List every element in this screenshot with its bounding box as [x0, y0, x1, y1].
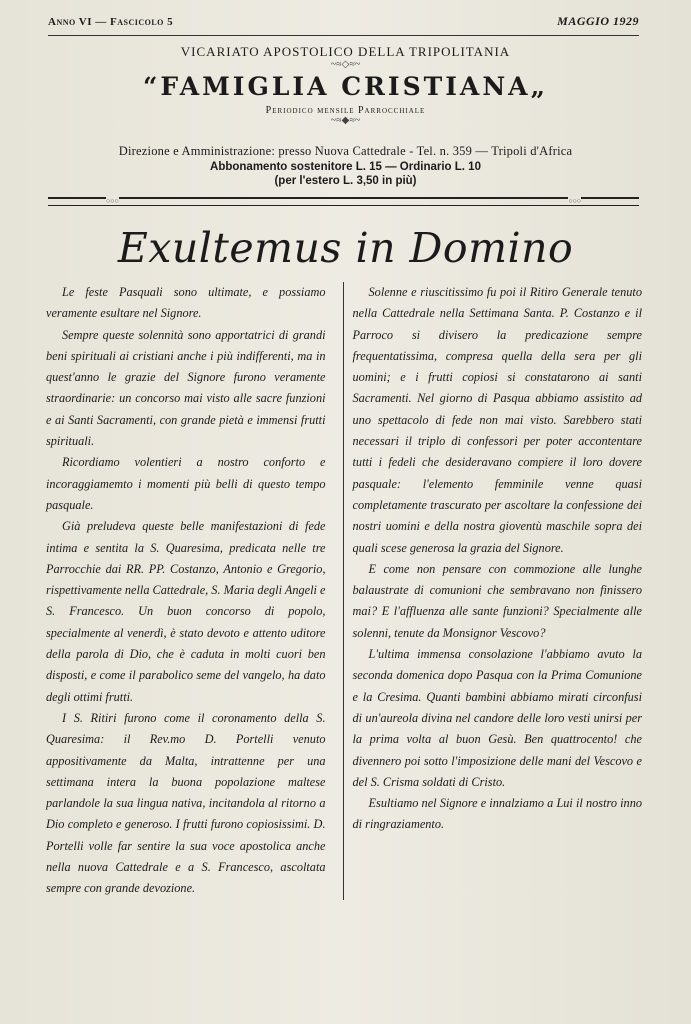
rule-ornament-icon: ○○○ — [106, 197, 119, 205]
administration-line: Direzione e Amministrazione: presso Nuova Cattedrale - Tel. n. 359 — Tripoli d'Africa — [118, 144, 573, 158]
article-columns — [46, 282, 642, 900]
column-divider — [343, 282, 344, 900]
foreign-subscription-line: (per l'estero L. 3,50 in più) — [274, 175, 417, 187]
rule-ornament-icon: ○○○ — [568, 197, 581, 205]
paragraph: Sempre queste solennità sono apportatrici di grandi beni spirituali ai cristiani anche i più indifferenti, ma in quest'anno le grazie del Signore furono veramente straordinarie: un concorso mai visto alle sacre funzioni e ai Santi Sacramenti, con grande pietà e immensi frutti spirituali. — [46, 327, 326, 449]
issue-number: Anno VI — Fascicolo 5 — [48, 16, 174, 28]
paragraph: Ricordiamo volentieri a nostro conforto e incoraggiamemto i momenti più belli di questo tempo pasquale. — [46, 455, 326, 512]
right-column — [353, 282, 642, 900]
paragraph: E come non pensare con commozione alle lunghe balaustrate di comunioni che sembravano non finissero mai? E l'affluenza alle sante funzioni? Specialmente alle solenni, tenute da Monsignor Vescovo? — [352, 561, 642, 640]
publication-title: “FAMIGLIA CRISTIANA„ — [143, 72, 548, 101]
masthead — [0, 44, 691, 126]
double-rule — [48, 197, 639, 206]
paragraph: Solenne e riuscitissimo fu poi il Ritiro Generale tenuto nella Cattedrale nella Settimana Santa. P. Costanzo e il Parroco si divisero la predicazione sempre frequentatissima, compresa quella della sera per gli uomini; e i frutti copiosi si constatarono ai santi Sacramenti. Nel giorno di Pasqua abbiamo assistito ad uno spettacolo di fede non mai visto. Sarebbero stati necessari il triplo di confessori per poter accontentare tutti i fedeli che desideravano compiere il loro dovere pasquale: l'elemento femminile venne quasi completamente trascurato per ascoltare la confessione dei nostri uomini e della nostra gioventù maschile sopra dei quali scese generosa la grazia del Signore. — [352, 285, 642, 555]
issue-line — [0, 14, 691, 29]
article-title: Exultemus in Domino — [117, 224, 574, 272]
top-rule — [48, 35, 639, 36]
subscription-line: Abbonamento sostenitore L. 15 — Ordinario L. 10 — [210, 161, 481, 173]
ornament-icon: ~≈◆≈~ — [330, 115, 361, 126]
left-column — [46, 282, 326, 900]
paragraph: Esultiamo nel Signore e innalziamo a Lui il nostro inno di ringraziamento. — [352, 796, 642, 832]
ornament-icon: ~≈◇≈~ — [330, 59, 361, 70]
vicariato-line: VICARIATO APOSTOLICO DELLA TRIPOLITANIA — [180, 44, 511, 59]
paragraph: I S. Ritiri furono come il coronamento della S. Quaresima: il Rev.mo D. Portelli venuto appositivamente da Malta, intrattenne per una settimana intera la buona popolazione maltese parlandole la sua lingua nativa, incitandola al ritorno a Dio completo e generoso. I frutti furono copiosissimi. D. Portelli volle far sentire la sua voce apostolica anche nella nuova Cattedrale e a S. Francesco, ascoltata sempre con grande devozione. — [46, 710, 326, 896]
issue-date: MAGGIO 1929 — [557, 14, 639, 28]
paragraph: L'ultima immensa consolazione l'abbiamo avuto la seconda domenica dopo Pasqua con la Prima Comunione e la Cresima. Quanti bambini abbiamo mirati circonfusi di un'aureola divina nel candore delle loro vesti unirsi per la prima volta al buon Gesù. Ben quattrocento! che divennero poi sotto l'imposizione delle mani del Vescovo e del S. Crisma soldati di Cristo. — [352, 647, 642, 789]
paragraph: Le feste Pasquali sono ultimate, e possiamo veramente esultare nel Signore. — [46, 285, 326, 321]
paragraph: Già preludeva queste belle manifestazioni di fede intima e sentita la S. Quaresima, predicata nelle tre Parrocchie dai RR. PP. Costanzo, Antonio e Gregorio, rispettivamente nella Cattedrale, S. Maria degli Angeli e S. Francesco. Un buon concorso di popolo, specialmente al venerdì, è stato devoto e attento uditore della parola di Dio, che è caduta in molti cuori ben disposti, e come il parabolico seme del vangelo, ha dato degli ottimi frutti. — [46, 519, 326, 704]
publication-subtitle: Periodico mensile Parrocchiale — [265, 105, 426, 116]
